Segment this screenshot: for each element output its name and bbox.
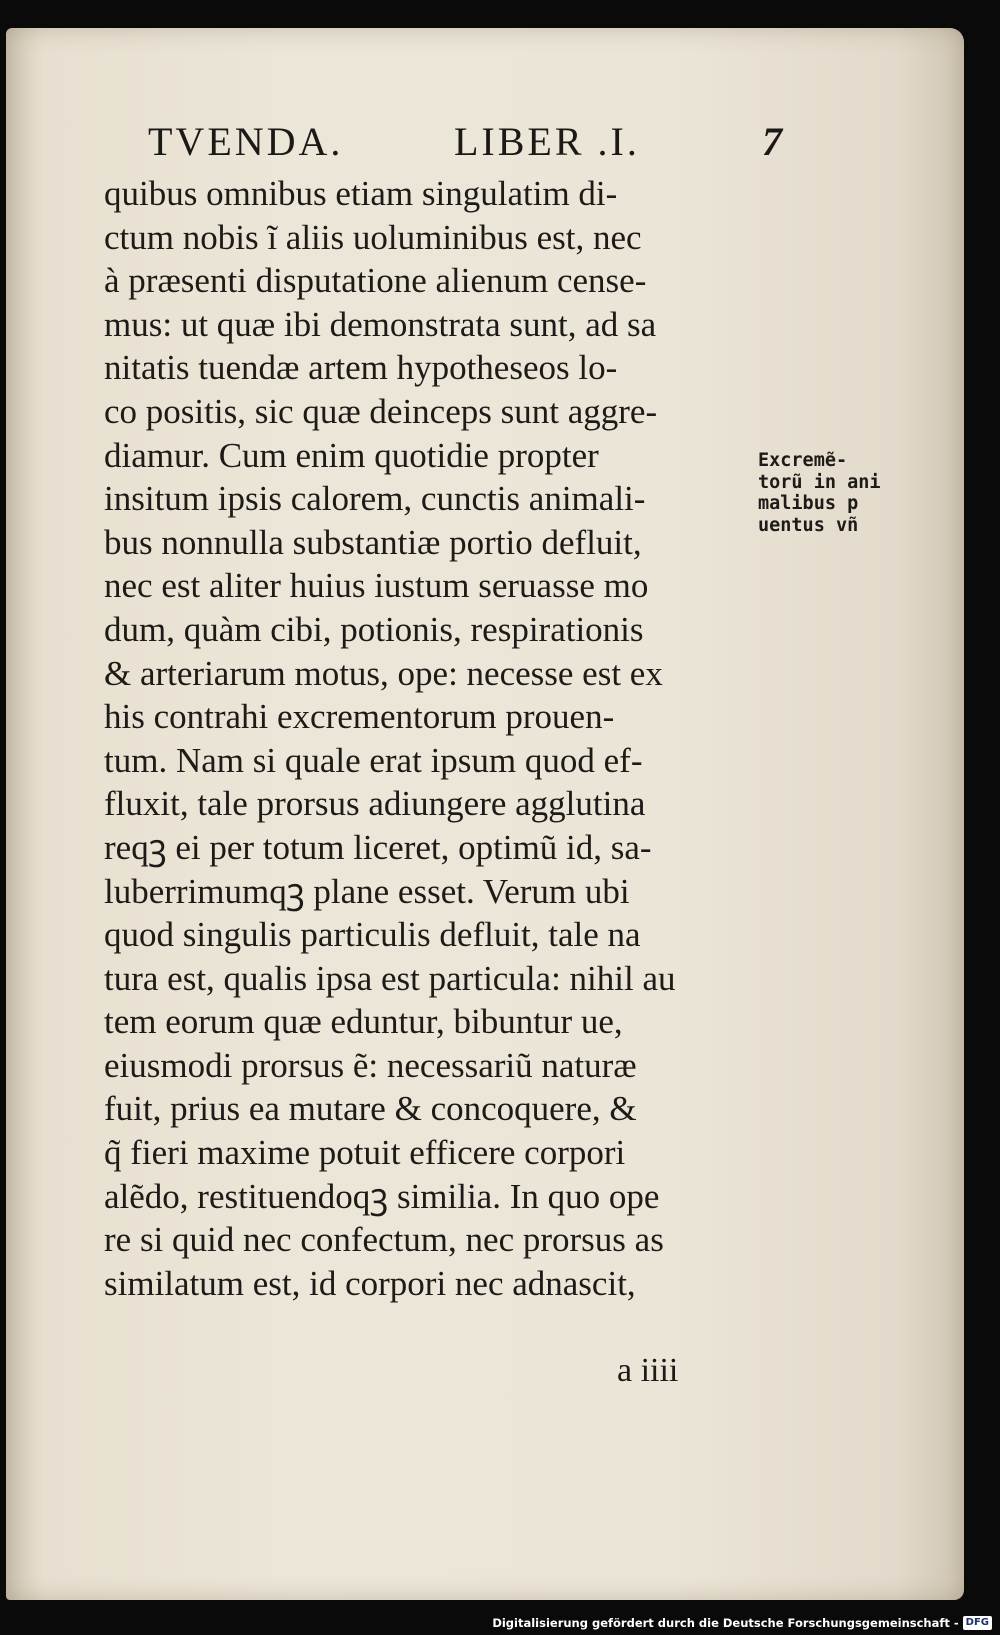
marginal-note-line: Excremẽ- xyxy=(758,450,848,471)
running-head-left: TVENDA. xyxy=(148,119,344,164)
marginal-note-line: uentus vñ xyxy=(758,514,859,536)
body-text xyxy=(104,172,754,1305)
text-line: mus: ut quæ ibi demonstrata sunt, ad sa xyxy=(104,304,657,344)
text-line: fluxit, tale prorsus adiungere agglutina xyxy=(104,784,646,824)
text-line: co positis, sic quæ deinceps sunt aggre- xyxy=(104,391,658,431)
text-line: tum. Nam si quale erat ipsum quod ef- xyxy=(104,740,643,780)
text-line: insitum ipsis calorem, cunctis animali- xyxy=(104,479,646,519)
text-line: quibus omnibus etiam singulatim di- xyxy=(104,174,618,213)
text-line: quod singulis particulis defluit, tale na xyxy=(104,915,641,955)
text-line: à præsenti disputatione alienum cense- xyxy=(104,261,647,301)
text-line: ctum nobis ĩ aliis uoluminibus est, nec xyxy=(104,217,642,257)
text-line: similatum est, id corpori nec adnascit, xyxy=(104,1263,636,1303)
text-line: eiusmodi prorsus ẽ: necessariũ naturæ xyxy=(104,1045,637,1085)
text-line: tura est, qualis ipsa est particula: nihil au xyxy=(104,958,676,998)
text-line: q̃ fieri maxime potuit efficere corpori xyxy=(104,1133,626,1173)
text-line: re si quid nec confectum, nec prorsus as xyxy=(104,1220,664,1260)
marginal-note xyxy=(758,450,888,536)
text-line: reqꝫ ei per totum liceret, optimũ id, sa- xyxy=(104,827,652,867)
text-line: fuit, prius ea mutare & concoquere, & xyxy=(104,1089,637,1129)
text-line: tem eorum quæ eduntur, bibuntur ue, xyxy=(104,1002,623,1042)
dfg-logo: DFG xyxy=(963,1616,992,1630)
marginal-note-line: malibus p xyxy=(758,493,859,514)
text-line: luberrimumqꝫ plane esset. Verum ubi xyxy=(104,871,630,911)
text-line: dum, quàm cibi, potionis, respirationis xyxy=(104,609,644,649)
running-head xyxy=(148,118,788,168)
text-line: diamur. Cum enim quotidie propter xyxy=(104,435,599,475)
funding-note-text: Digitalisierung gefördert durch die Deutsche Forschungsgemeinschaft - xyxy=(492,1616,959,1630)
text-line: his contrahi excrementorum prouen- xyxy=(104,697,615,737)
text-line: nec est aliter huius iustum seruasse mo xyxy=(104,566,649,606)
text-line: alẽdo, restituendoqꝫ similia. In quo ope xyxy=(104,1176,660,1216)
text-line: nitatis tuendæ artem hypotheseos lo- xyxy=(104,348,618,388)
folio-number: 7 xyxy=(762,119,785,164)
signature-mark: a iiii xyxy=(617,1352,679,1389)
running-head-center: LIBER .I. xyxy=(454,119,640,164)
text-line: & arteriarum motus, ope: necesse est ex xyxy=(104,653,663,693)
text-line: bus nonnulla substantiæ portio defluit, xyxy=(104,522,642,562)
funding-note xyxy=(492,1614,992,1632)
marginal-note-line: torũ in ani xyxy=(758,471,881,493)
